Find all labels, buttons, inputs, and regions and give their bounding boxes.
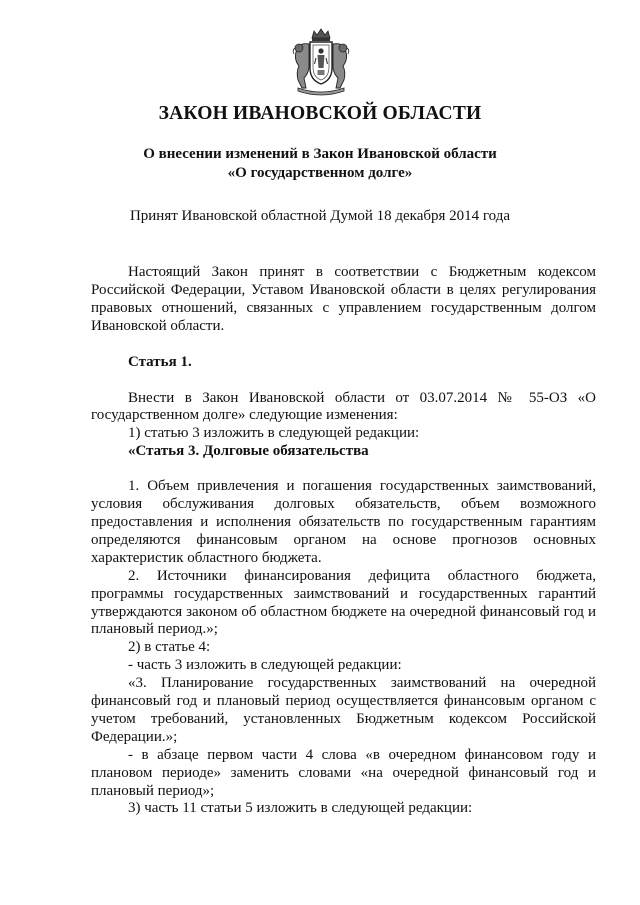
- amendment-item-2-a: - часть 3 изложить в следующей редакции:: [128, 657, 402, 674]
- law-title: ЗАКОН ИВАНОВСКОЙ ОБЛАСТИ: [158, 103, 482, 124]
- article-3-part-1: 1. Объем привлечения и погашения государственных заимствований, условия обслуживания долговых обязательств, объем возможного предоставления и исполнения обязательств по государственным гарантиям определяются финансовым органом на основе прогнозов основных характеристик областного бюджета.: [91, 478, 596, 566]
- adoption-line: Принят Ивановской областной Думой 18 декабря 2014 года: [129, 208, 511, 224]
- amendment-item-3: 3) часть 11 статьи 5 изложить в следующей редакции:: [128, 800, 473, 817]
- law-subtitle: [0, 145, 640, 183]
- article-1-heading: Статья 1.: [128, 353, 192, 370]
- article-3-heading: «Статья 3. Долговые обязательства: [128, 443, 369, 460]
- article-3-part-2: 2. Источники финансирования дефицита областного бюджета, программы государственных заимствований и государственных гарантий утверждаются законом об областном бюджете на очередной финансовый год и плановый период.»;: [91, 567, 596, 638]
- subtitle-line-1: О внесении изменений в Закон Ивановской области: [143, 146, 497, 162]
- ivanovo-coat-of-arms-icon: [290, 28, 352, 96]
- amendment-intro: Внести в Закон Ивановской области от 03.07.2014 № 55-ОЗ «О государственном долге» следующие изменения:: [91, 389, 596, 424]
- amendment-item-2-b: - в абзаце первом части 4 слова «в очередном финансовом году и плановом периоде» заменить словами «на очередной финансовый год и плановый период»;: [91, 746, 596, 799]
- amendment-item-1: 1) статью 3 изложить в следующей редакции:: [128, 425, 420, 442]
- preamble-paragraph: Настоящий Закон принят в соответствии с Бюджетным кодексом Российской Федерации, Уставом Ивановской области в целях регулирования правовых отношений, связанных с управлением государственным долгом Ивановской области.: [91, 264, 596, 334]
- amendment-item-2: 2) в статье 4:: [128, 639, 211, 656]
- law-body: [91, 264, 596, 818]
- subtitle-line-2: «О государственном долге»: [227, 165, 413, 181]
- amendment-item-2-a-text: «3. Планирование государственных заимствований на очередной финансовый год и плановый период осуществляется финансовым органом с учетом требований, установленных Бюджетным кодексом Российской Федерации.»;: [91, 675, 596, 745]
